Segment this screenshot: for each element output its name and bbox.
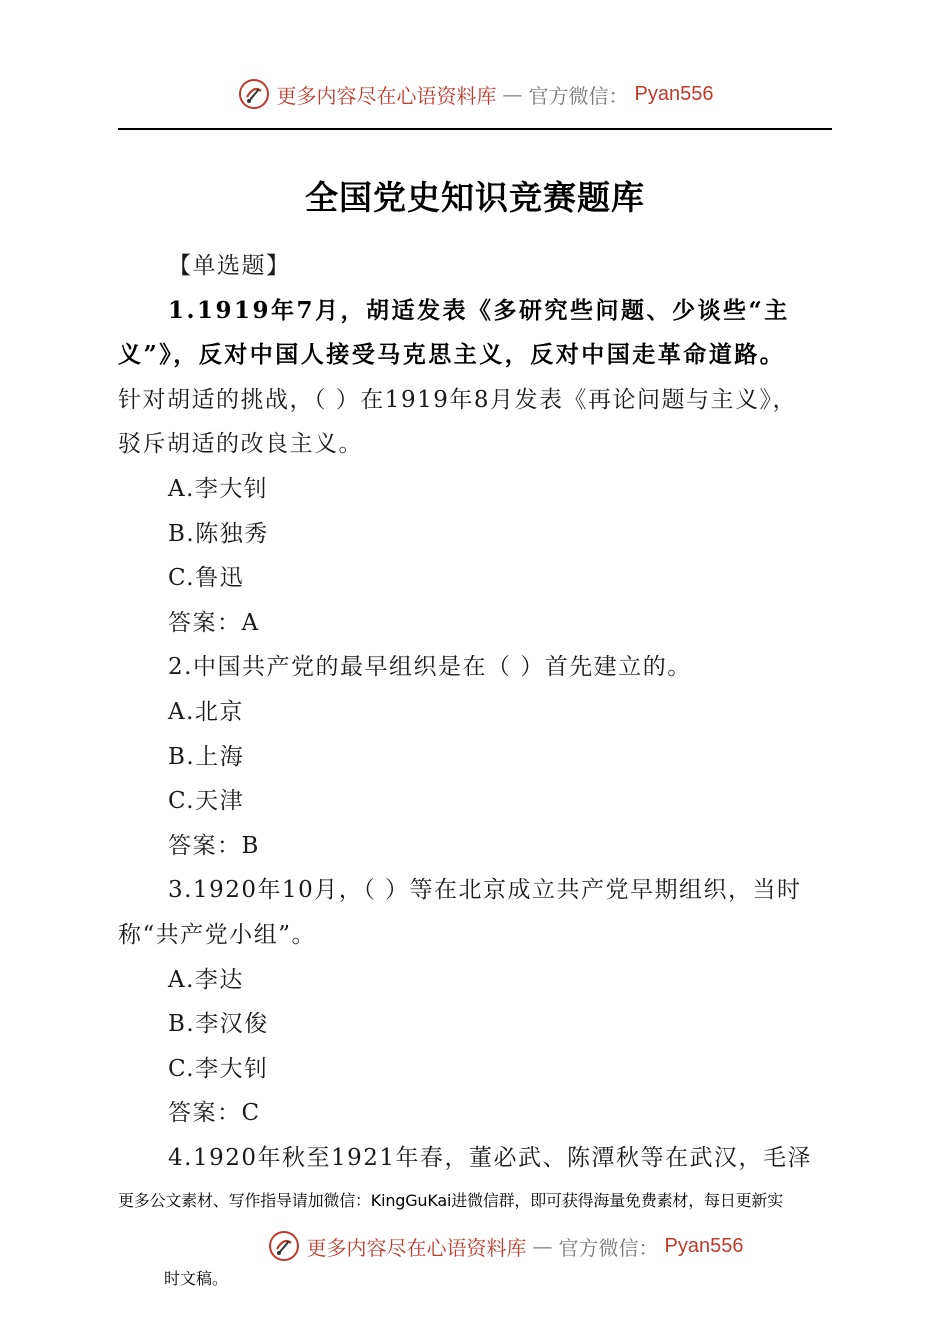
banner-separator: —: [502, 82, 523, 106]
question-1-line-2: 义”》，反对中国人接受马克思主义，反对中国走革命道路。: [118, 341, 786, 369]
document-body: [118, 244, 832, 1180]
footer-wechat-label: 官方微信：: [558, 1235, 659, 1260]
question-1-line-4: 驳斥胡适的改良主义。: [118, 431, 363, 458]
question-2-option-b: B.上海: [168, 743, 245, 770]
question-1-option-c: C.鲁迅: [168, 565, 245, 592]
footer-wechat-id: Pyan556: [664, 1234, 744, 1257]
footer-banner: [0, 1226, 950, 1266]
pen-heart-logo-icon: [237, 77, 271, 111]
question-1-answer: 答案：A: [168, 609, 260, 636]
question-3-option-b: B.李汉俊: [168, 1011, 269, 1038]
banner-wechat-label: 官方微信：: [528, 83, 629, 108]
question-1-line-1: 1.1919年7月，胡适发表《多研究些问题、少谈些“主: [168, 296, 790, 324]
question-2-option-a: A.北京: [168, 698, 244, 725]
question-2-text: 2.中国共产党的最早组织是在（ ）首先建立的。: [168, 654, 692, 681]
header-divider: [118, 128, 832, 130]
question-3-line-2: 称“共产党小组”。: [118, 921, 317, 948]
question-3-line-1: 3.1920年10月，（ ）等在北京成立共产党早期组织，当时: [168, 877, 802, 904]
question-4-line-1: 4.1920年秋至1921年春，董必武、陈潭秋等在武汉，毛泽: [168, 1144, 813, 1171]
question-1-option-b: B.陈独秀: [168, 520, 269, 547]
question-3-option-c: C.李大钊: [168, 1055, 269, 1082]
footer-separator: —: [532, 1234, 553, 1258]
pen-heart-logo-icon: [267, 1229, 301, 1263]
question-3-option-a: A.李达: [168, 966, 244, 993]
footer-brand-text: 更多内容尽在心语资料库: [306, 1235, 527, 1260]
question-2-option-c: C.天津: [168, 788, 245, 815]
question-2-answer: 答案：B: [168, 832, 260, 859]
question-3-answer: 答案：C: [168, 1100, 261, 1127]
banner-brand-text: 更多内容尽在心语资料库: [276, 83, 497, 108]
footer-promo-text: 更多公文素材、写作指导请加微信：KingGuKai进微信群，即可获得海量免费素材，每日更新实: [118, 1191, 784, 1210]
footer-promo-text-cont: 时文稿。: [164, 1269, 229, 1288]
page-title: 全国党史知识竞赛题库: [305, 178, 645, 217]
header-banner: [0, 74, 950, 114]
banner-wechat-id: Pyan556: [634, 82, 714, 105]
question-1-line-3: 针对胡适的挑战，（ ）在1919年8月发表《再论问题与主义》，: [118, 386, 797, 413]
question-1-option-a: A.李大钊: [168, 475, 269, 502]
section-heading: 【单选题】: [168, 253, 291, 279]
